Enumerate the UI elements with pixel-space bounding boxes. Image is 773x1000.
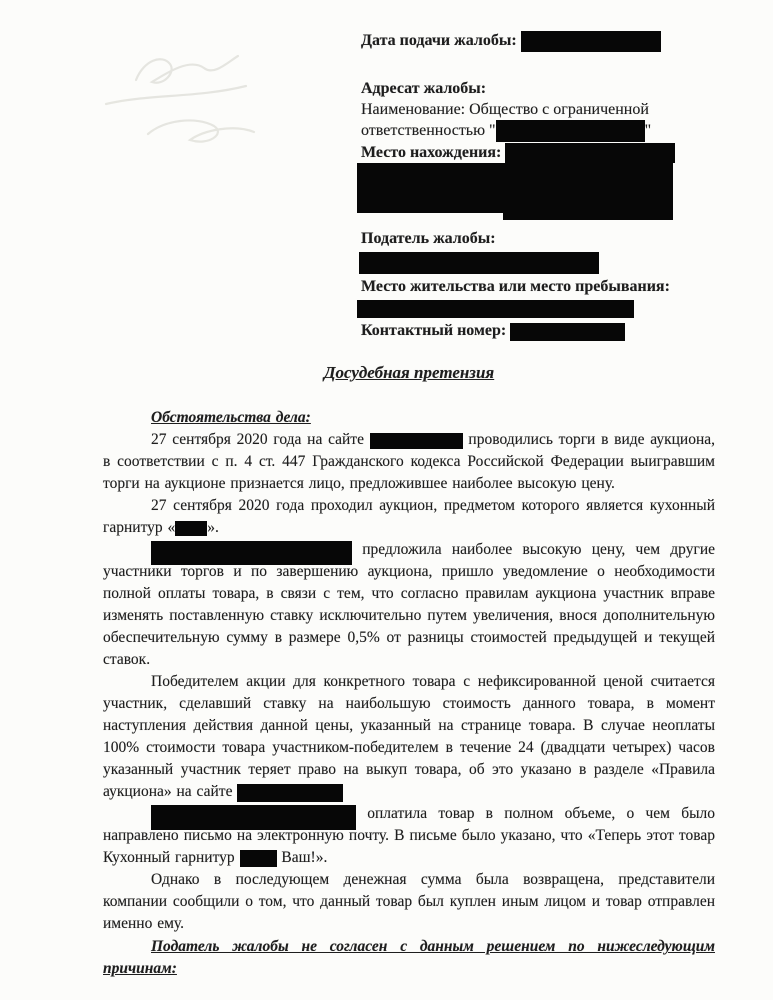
company-name-line1: Наименование: Общество с ограниченной: [361, 100, 649, 118]
document-body: [103, 407, 715, 980]
submitter-label: Податель жалобы:: [361, 230, 496, 248]
residence-label: Место жительства или место пребывания:: [361, 278, 670, 296]
paragraph-refund: Однако в последующем денежная сумма была возвращена, представители компании сообщили о том, что данный товар был куплен иным лицом и товар отправлен именно ему.: [103, 871, 715, 933]
document-content: [103, 30, 715, 980]
spacer: [361, 220, 715, 228]
paragraph-payment: [103, 803, 715, 869]
product-name-redaction-2: [240, 850, 277, 867]
date-line: [361, 30, 715, 52]
paragraph-text: 27 сентября 2020 года на сайте: [151, 431, 370, 449]
location-redaction-ledge: [503, 213, 673, 220]
residence-redaction: [357, 300, 634, 318]
header-block: [361, 30, 715, 341]
company-name-prefix: ответственностью ": [361, 121, 496, 139]
paragraph-auction-subject: [103, 495, 715, 539]
date-label: Дата подачи жалобы:: [361, 32, 517, 49]
location-redaction-block: [357, 163, 673, 213]
location-line: [361, 142, 715, 163]
disagree-heading: Податель жалобы не согласен с данным решением по нижеследующим причинам:: [103, 938, 715, 978]
contact-label: Контактный номер:: [361, 322, 507, 340]
site-name-redaction-1: [370, 433, 463, 449]
facts-heading-row: [103, 407, 715, 429]
paragraph-winner-rules: [103, 671, 715, 803]
paragraph-text: оплатила товар в полном объеме, о чем было направлено письмо на электронную почту. В письме было указано, что «Теперь этот товар Кухонный гарнитур: [103, 805, 715, 867]
company-name-line2: [361, 120, 715, 142]
paragraph-text: предложила наиболее высокую цену, чем другие участники торгов и по завершению аукциона, пришло уведомление о необходимости полной оплаты товара, в связи с тем, что согласно правилам аукциона участник вправе изменять поставленную ставку исключительно путем увеличения, внося дополнительную обеспечительную сумму в размере 0,5% от разницы стоимостей предыдущей и текущей ставок.: [103, 541, 715, 669]
submitter-redaction: [359, 252, 599, 274]
date-redaction: [521, 31, 661, 52]
paragraph-text: 27 сентября 2020 года проходил аукцион, предметом которого является кухонный гарнитур «: [103, 497, 715, 537]
product-name-redaction-1: [175, 521, 207, 536]
location-label: Место нахождения:: [361, 144, 502, 162]
addressee-label: Адресат жалобы:: [361, 79, 487, 97]
paragraph-auction-rules: [103, 429, 715, 495]
disagree-heading-row: [103, 936, 715, 980]
contact-line: [361, 320, 715, 341]
spacer: [361, 52, 715, 78]
company-name-suffix: ": [644, 121, 652, 139]
title-row: [103, 362, 715, 384]
company-name-redaction: [496, 120, 645, 142]
document-title: Досудебная претензия: [323, 363, 495, 383]
paragraph-text: проводились торги в виде аукциона, в соответствии с п. 4 ст. 447 Гражданского кодекса Российской Федерации выигравшим торги на аукционе признается лицо, предложившее наиболее высокую цену.: [103, 431, 715, 493]
contact-redaction: [510, 323, 625, 341]
paragraph-text: Ваш!».: [276, 849, 328, 867]
claimant-name-redaction-1: [151, 541, 352, 565]
location-redaction-inline: [505, 143, 675, 163]
paragraph-text: Победителем акции для конкретного товара с нефиксированной ценой считается участник, сделавший ставку на наибольшую стоимость данного товара, в момент наступления действия данной цены, указанный на странице товара. В случае неоплаты 100% стоимости товара участником-победителем в течение 24 (двадцати четырех) часов указанный участник теряет право на выкуп товара, об это указано в разделе «Правила аукциона» на сайте: [103, 673, 715, 801]
site-name-redaction-2: [237, 784, 343, 802]
facts-heading: Обстоятельства дела:: [151, 409, 311, 427]
paragraph-text: ».: [207, 519, 219, 537]
paragraph-highest-bid: [103, 539, 715, 671]
